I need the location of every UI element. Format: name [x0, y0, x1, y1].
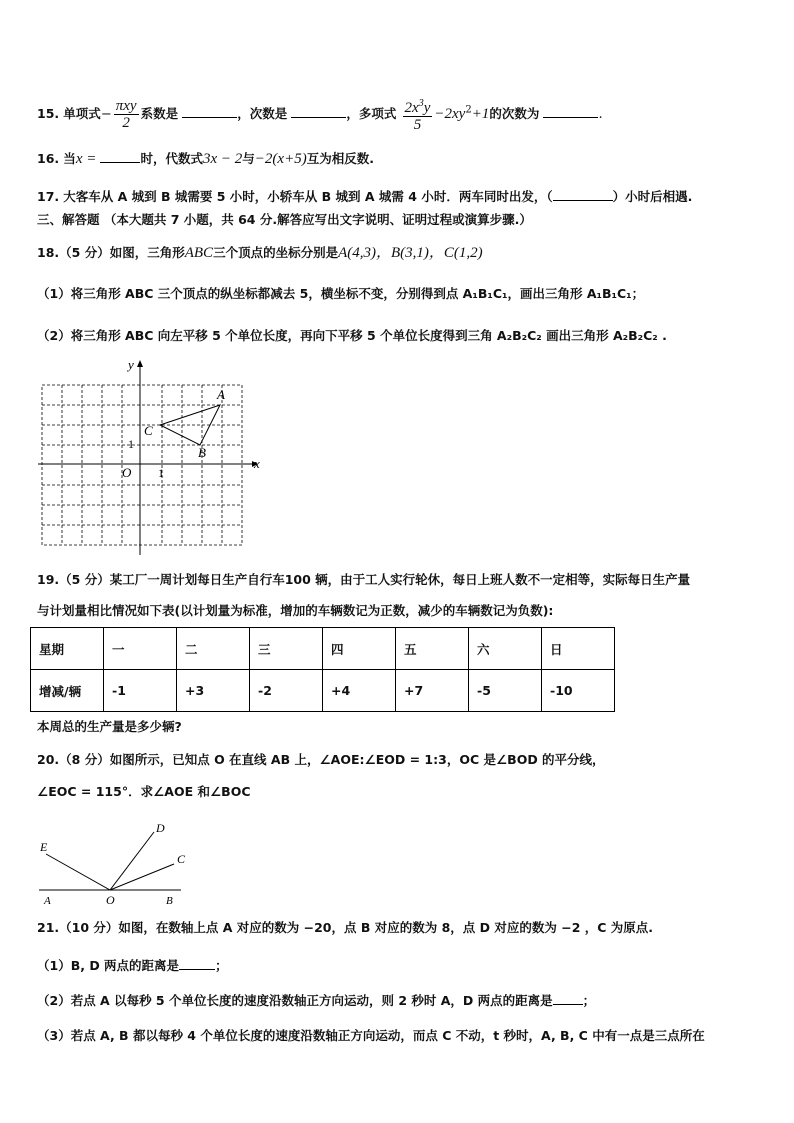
- table-cell: -10: [542, 670, 615, 712]
- table-cell: 星期: [31, 628, 104, 670]
- answer-blank[interactable]: [553, 990, 583, 1005]
- table-cell: +7: [396, 670, 469, 712]
- y-axis-arrow: [137, 360, 143, 367]
- table-cell: 二: [177, 628, 250, 670]
- coordinate-grid-figure: [36, 355, 271, 560]
- table-cell: 三: [250, 628, 323, 670]
- question-21-part-1: （1）B, D 两点的距离是 ；: [37, 955, 228, 977]
- point-b-label: B: [166, 895, 173, 907]
- section-heading: 三、解答题 （本大题共 7 小题，共 64 分.解答应写出文字说明、证明过程或演算步骤.）: [37, 212, 532, 227]
- question-16: 16. 当x = 时，代数式3x − 2与−2(x+5)互为相反数.: [37, 148, 374, 170]
- question-20: 20.（8 分）如图所示，已知点 O 在直线 AB 上，∠AOE:∠EOD = 1:3，OC 是∠BOD 的平分线，: [37, 752, 605, 767]
- question-15: 15. 单项式− $\frac{\text{πxy}}{2}$ 系数是 ，次数是 ，多项式 $\frac{2x^3y}{5}$ $-2xy^2+1$的次数为 .: [37, 98, 603, 133]
- point-c-label: C: [177, 852, 186, 866]
- answer-blank[interactable]: [182, 103, 237, 118]
- point-d-label: D: [156, 821, 165, 835]
- x-axis-label: x: [254, 456, 260, 471]
- table-cell: -1: [104, 670, 177, 712]
- point-a-label: A: [217, 387, 225, 402]
- question-18: 18.（5 分）如图，三角形ABC三个顶点的坐标分别是A(4,3)，B(3,1)，C(1,2): [37, 245, 483, 261]
- question-19-prompt: 本周总的生产量是多少辆?: [37, 719, 182, 734]
- question-21-part-2: （2）若点 A 以每秒 5 个单位长度的速度沿数轴正方向运动，则 2 秒时 A，D 两点的距离是 ；: [37, 990, 595, 1012]
- table-row: [31, 670, 615, 712]
- table-cell: 日: [542, 628, 615, 670]
- table-cell: 六: [469, 628, 542, 670]
- answer-blank[interactable]: [291, 103, 346, 118]
- table-cell: +4: [323, 670, 396, 712]
- table-cell: -2: [250, 670, 323, 712]
- fraction: $\frac{2x^3y}{5}$: [404, 98, 431, 133]
- point-c-label: C: [144, 423, 153, 438]
- answer-blank[interactable]: [100, 148, 140, 163]
- table-cell: 一: [104, 628, 177, 670]
- point-e-label: E: [40, 840, 48, 854]
- y-unit-label: 1: [128, 437, 134, 451]
- question-17: 17. 大客车从 A 城到 B 城需要 5 小时，小轿车从 B 城到 A 城需 4 小时．两车同时出发，（ ）小时后相遇.: [37, 186, 692, 208]
- question-21: 21.（10 分）如图，在数轴上点 A 对应的数为 −20，点 B 对应的数为 8，点 D 对应的数为 −2 ，C 为原点.: [37, 920, 654, 935]
- y-axis-label: y: [128, 357, 134, 372]
- angle-figure: [36, 818, 196, 908]
- answer-blank[interactable]: [179, 955, 215, 970]
- question-19: 19.（5 分）某工厂一周计划每日生产自行车100 辆，由于工人实行轮休，每日上班人数不一定相等，实际每日生产量: [37, 572, 691, 587]
- point-o-label: O: [106, 893, 115, 907]
- question-20-line-2: ∠EOC = 115°．求∠AOE 和∠BOC: [37, 784, 251, 799]
- question-18-part-1: （1）将三角形 ABC 三个顶点的纵坐标都减去 5，横坐标不变，分别得到点 A₁B₁C₁，画出三角形 A₁B₁C₁；: [37, 286, 645, 301]
- table-cell: 五: [396, 628, 469, 670]
- question-18-part-2: （2）将三角形 ABC 向左平移 5 个单位长度，再向下平移 5 个单位长度得到三角 A₂B₂C₂ 画出三角形 A₂B₂C₂ .: [37, 328, 667, 343]
- table-cell: -5: [469, 670, 542, 712]
- fraction: $\frac{\text{πxy}}{2}$: [115, 98, 137, 131]
- question-21-part-3: （3）若点 A, B 都以每秒 4 个单位长度的速度沿数轴正方向运动，而点 C 不动，t 秒时，A, B, C 中有一点是三点所在: [37, 1028, 705, 1043]
- point-a-label: A: [44, 895, 51, 907]
- table-header-row: [31, 628, 615, 670]
- table-cell: 增减/辆: [31, 670, 104, 712]
- q15-number: 15.: [37, 106, 60, 121]
- table-cell: +3: [177, 670, 250, 712]
- table-cell: 四: [323, 628, 396, 670]
- origin-label: O: [122, 465, 132, 480]
- point-b-label: B: [198, 445, 206, 460]
- answer-blank[interactable]: [553, 186, 613, 201]
- question-19-line-2: 与计划量相比情况如下表(以计划量为标准，增加的车辆数记为正数，减少的车辆数记为负数):: [37, 603, 554, 618]
- production-table: [30, 627, 615, 712]
- answer-blank[interactable]: [543, 103, 598, 118]
- x-unit-label: 1: [158, 466, 164, 480]
